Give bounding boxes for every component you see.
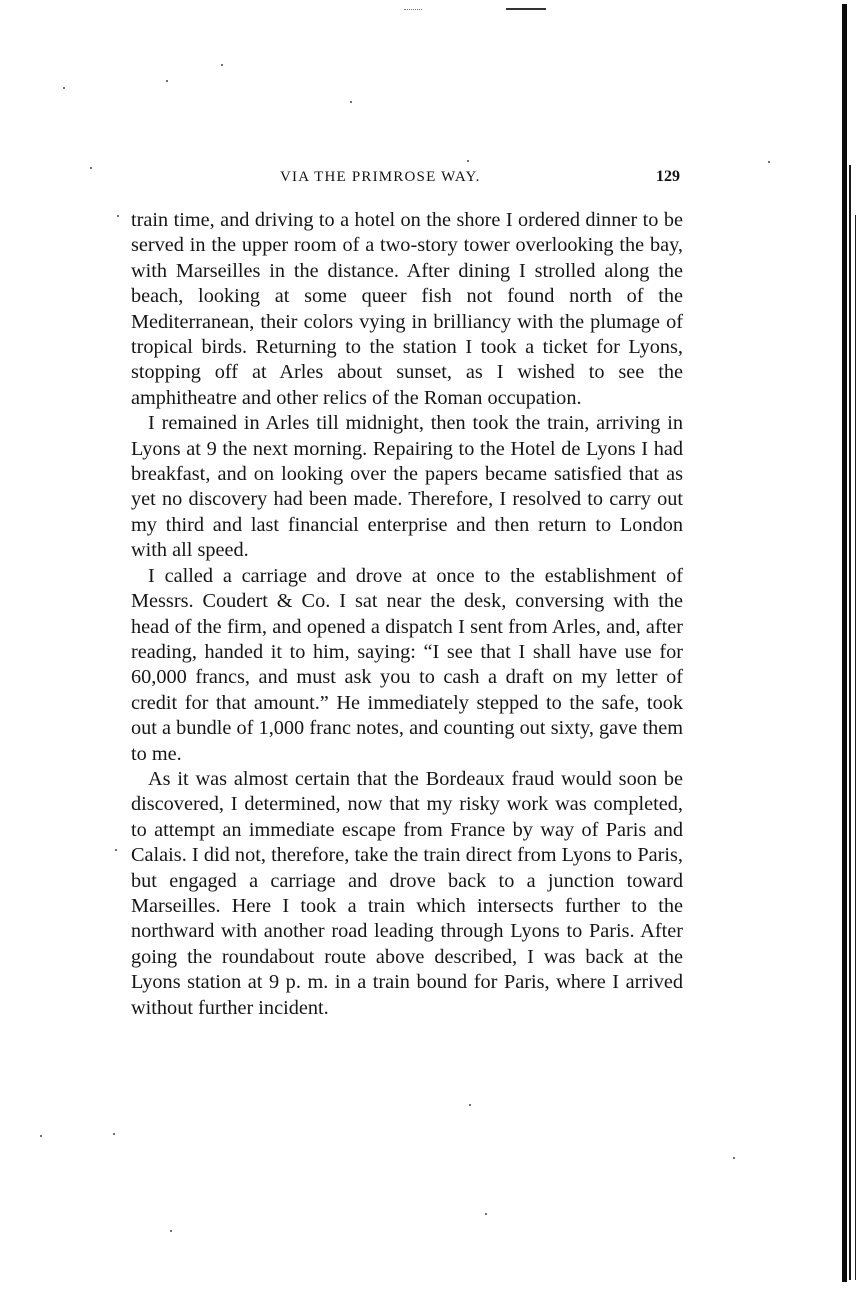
scan-speck: [113, 1133, 115, 1135]
running-header: VIA THE PRIMROSE WAY.: [280, 169, 481, 185]
scan-mark: [404, 9, 422, 11]
scan-speck: [115, 849, 117, 851]
scan-speck: [221, 64, 223, 66]
scan-speck: [467, 160, 469, 162]
scan-speck: [63, 87, 65, 89]
scan-speck: [469, 1104, 471, 1106]
scan-speck: [166, 80, 168, 82]
scan-speck: [733, 1157, 735, 1159]
scan-speck: [40, 1135, 42, 1137]
paragraph-2: I remained in Arles till midnight, then took the train, arriving in Lyons at 9 the next morning. Repairing to the Hotel de Lyons I had breakfast, and on looking over the papers became satisfied that as yet no discovery had been made. Therefore, I resolved to carry out my third and last financial enterprise and then return to London with all speed.: [131, 412, 683, 562]
scan-speck: [768, 161, 770, 163]
paragraph-1: train time, and driving to a hotel on the shore I ordered dinner to be served in the upper room of a two-story tower overlooking the bay, with Marseilles in the distance. After dining I strolled along the beach, looking at some queer fish not found north of the Mediterranean, their colors vying in brilliancy with the plumage of tropical birds. Returning to the station I took a ticket for Lyons, stopping off at Arles about sunset, as I wished to see the amphitheatre and other relics of the Roman occupation.: [131, 209, 683, 409]
body-text: [131, 208, 683, 1021]
scan-speck: [170, 1230, 172, 1232]
scan-speck: [350, 101, 352, 103]
scan-speck: [485, 1213, 487, 1215]
paragraph-3: I called a carriage and drove at once to the establishment of Messrs. Coudert & Co. I sat near the desk, conversing with the head of the firm, and opened a dispatch I sent from Arles, and, after reading, handed it to him, saying: “I see that I shall have use for 60,000 francs, and must ask you to cash a draft on my letter of credit for that amount.” He immediately stepped to the safe, took out a bundle of 1,000 franc notes, and counting out sixty, gave them to me.: [131, 564, 683, 765]
binding-edge: [849, 165, 851, 1280]
paragraph-4: As it was almost certain that the Bordeaux fraud would soon be discovered, I determined, now that my risky work was completed, to attempt an immediate escape from France by way of Paris and Calais. I did not, therefore, take the train direct from Lyons to Paris, but engaged a carriage and drove back to a junction toward Marseilles. Here I took a train which intersects further to the northward with another road leading through Lyons to Paris. After going the roundabout route above described, I was back at the Lyons station at 9 p. m. in a train bound for Paris, where I arrived without further incident.: [131, 767, 683, 1019]
scan-speck: [117, 215, 119, 217]
scan-mark: [506, 8, 546, 10]
scan-speck: [90, 167, 92, 169]
binding-edge: [855, 215, 856, 1280]
binding-edge: [842, 4, 847, 1282]
page-number: 129: [656, 168, 680, 185]
